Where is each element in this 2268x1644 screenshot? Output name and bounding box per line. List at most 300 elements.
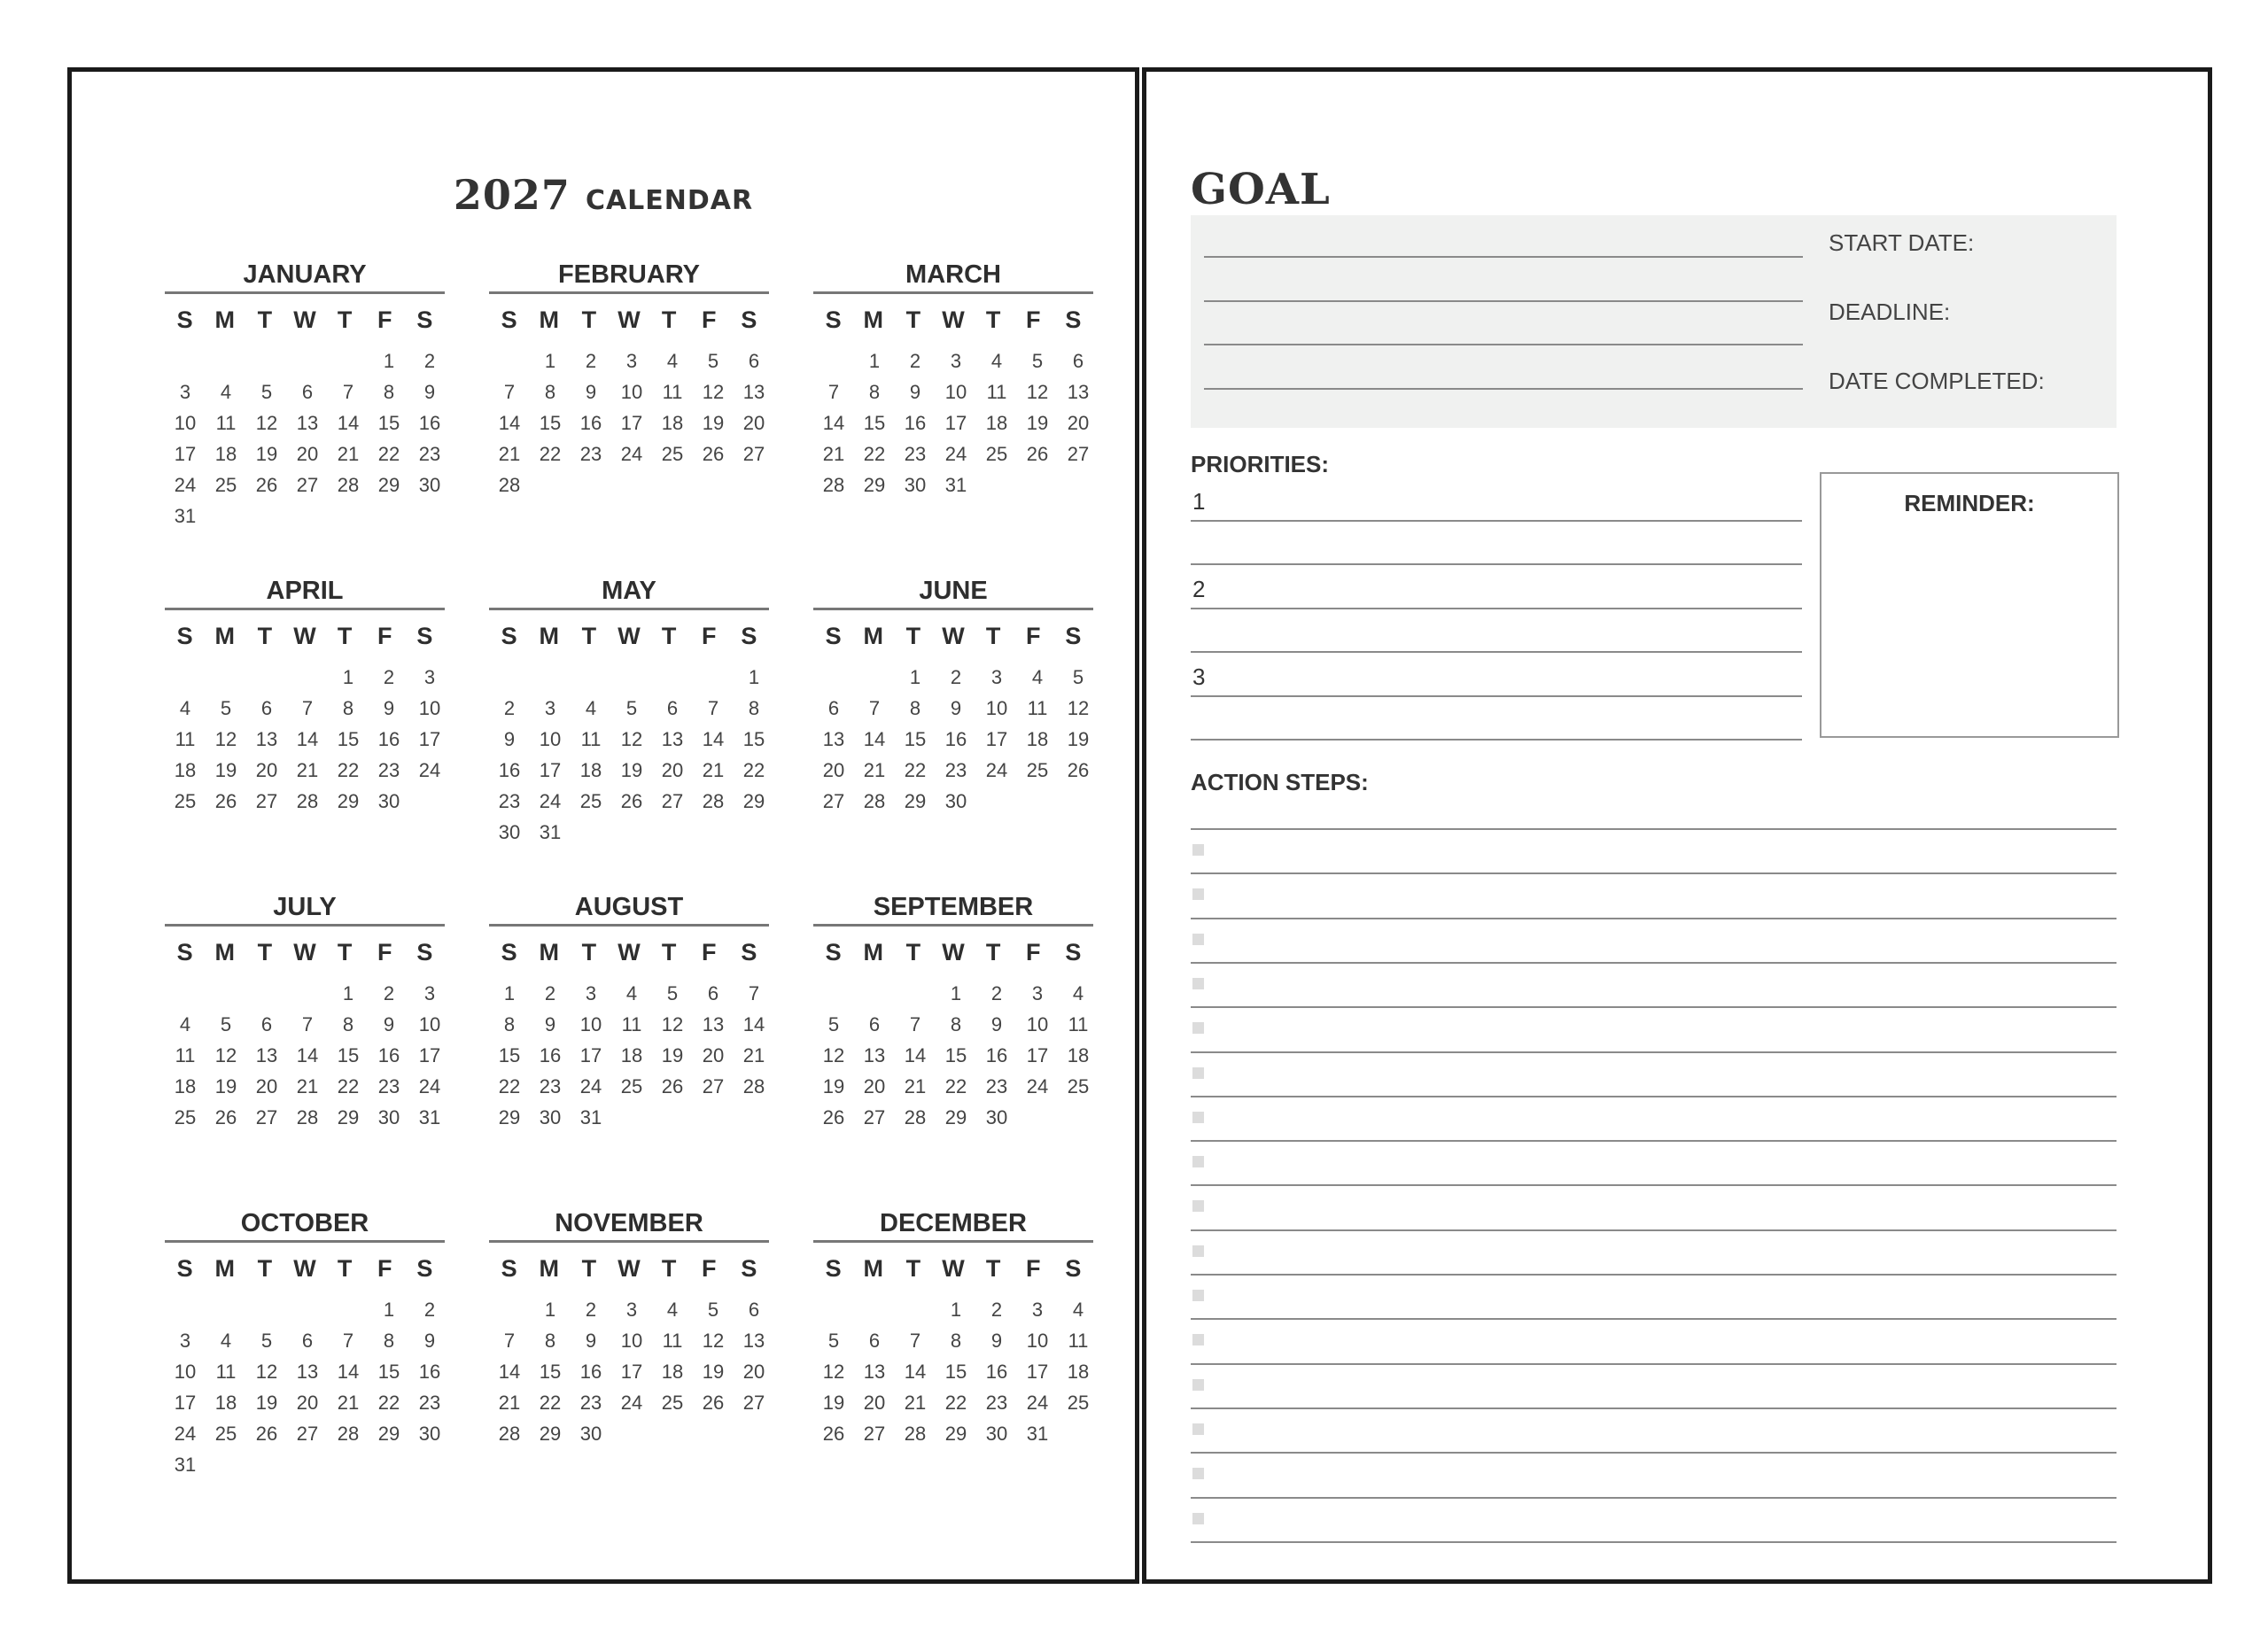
weekday-label: W bbox=[293, 938, 316, 965]
day-number: 4 bbox=[1031, 666, 1044, 688]
day-number: 19 bbox=[620, 759, 643, 781]
day-number: 7 bbox=[301, 697, 314, 719]
day-number: 8 bbox=[544, 381, 556, 403]
day-number: 26 bbox=[255, 474, 278, 496]
day-number: 5 bbox=[666, 982, 679, 1004]
day-number: 13 bbox=[863, 1361, 886, 1383]
day-number: 9 bbox=[544, 1013, 556, 1035]
action-step-line[interactable] bbox=[1191, 1140, 2117, 1142]
month-rule bbox=[813, 1240, 1093, 1243]
day-number: 23 bbox=[498, 790, 521, 812]
weekday-label: T bbox=[905, 938, 921, 965]
day-number: 3 bbox=[179, 1330, 191, 1352]
day-number: 16 bbox=[944, 728, 967, 750]
day-number: 17 bbox=[174, 1392, 197, 1414]
day-number: 26 bbox=[620, 790, 643, 812]
day-number: 5 bbox=[707, 350, 719, 372]
day-number: 13 bbox=[255, 1044, 278, 1066]
goal-box bbox=[1191, 215, 2117, 428]
day-number: 9 bbox=[909, 381, 921, 403]
day-number: 24 bbox=[620, 1392, 643, 1414]
day-number: 11 bbox=[662, 381, 683, 403]
day-number: 4 bbox=[220, 381, 232, 403]
action-step-line[interactable] bbox=[1191, 1229, 2117, 1231]
month-september bbox=[813, 890, 1093, 1133]
weekday-label: S bbox=[416, 306, 433, 333]
day-number: 28 bbox=[337, 1423, 360, 1445]
day-blank bbox=[287, 978, 328, 1009]
day-number: 25 bbox=[620, 1075, 643, 1097]
action-step-checkbox[interactable] bbox=[1192, 1334, 1204, 1345]
day-number: 4 bbox=[585, 697, 597, 719]
day-number: 7 bbox=[301, 1013, 314, 1035]
weekday-header bbox=[813, 299, 1093, 340]
day-number: 17 bbox=[579, 1044, 602, 1066]
weekday-label: M bbox=[863, 622, 883, 649]
weekday-label: W bbox=[293, 622, 316, 649]
priority-line[interactable] bbox=[1191, 739, 1802, 741]
day-number: 23 bbox=[985, 1075, 1008, 1097]
month-rule bbox=[489, 1240, 769, 1243]
month-rule bbox=[165, 1240, 445, 1243]
day-number: 1 bbox=[383, 350, 395, 372]
weekday-label: T bbox=[985, 938, 1001, 965]
day-number: 9 bbox=[503, 728, 516, 750]
day-number: 9 bbox=[383, 697, 395, 719]
goal-line[interactable] bbox=[1204, 300, 1803, 302]
day-number: 1 bbox=[383, 1299, 395, 1321]
day-number: 7 bbox=[342, 1330, 354, 1352]
day-number: 14 bbox=[904, 1361, 927, 1383]
day-number: 1 bbox=[909, 666, 921, 688]
day-number: 13 bbox=[742, 1330, 765, 1352]
day-number: 15 bbox=[337, 1044, 360, 1066]
month-june bbox=[813, 574, 1093, 817]
month-name: APRIL bbox=[266, 577, 344, 605]
day-number: 16 bbox=[418, 1361, 441, 1383]
weekday-label: M bbox=[539, 1254, 559, 1282]
action-step-checkbox[interactable] bbox=[1192, 1379, 1204, 1391]
weekday-label: S bbox=[501, 622, 517, 649]
action-step-checkbox[interactable] bbox=[1192, 1156, 1204, 1167]
month-name: NOVEMBER bbox=[555, 1209, 703, 1237]
day-number: 25 bbox=[579, 790, 602, 812]
weekday-label: T bbox=[905, 306, 921, 333]
day-number: 26 bbox=[214, 790, 237, 812]
day-number: 5 bbox=[260, 1330, 273, 1352]
weekday-header bbox=[813, 932, 1093, 973]
day-number: 23 bbox=[579, 1392, 602, 1414]
day-number: 7 bbox=[909, 1013, 921, 1035]
weekday-label: S bbox=[416, 938, 433, 965]
day-blank bbox=[854, 1294, 895, 1325]
day-number: 18 bbox=[174, 759, 197, 781]
reminder-box[interactable] bbox=[1820, 472, 2119, 738]
day-blank bbox=[895, 1294, 936, 1325]
day-number: 19 bbox=[214, 759, 237, 781]
day-number: 24 bbox=[620, 443, 643, 465]
day-number: 30 bbox=[579, 1423, 602, 1445]
day-number: 3 bbox=[179, 381, 191, 403]
weekday-label: T bbox=[581, 306, 597, 333]
action-step-checkbox[interactable] bbox=[1192, 1468, 1204, 1479]
action-step-line[interactable] bbox=[1191, 1318, 2117, 1320]
day-number: 13 bbox=[255, 728, 278, 750]
weekday-label: S bbox=[825, 622, 842, 649]
priority-line[interactable] bbox=[1191, 651, 1802, 653]
day-number: 16 bbox=[579, 412, 602, 434]
day-number: 22 bbox=[377, 1392, 400, 1414]
weekday-label: T bbox=[581, 938, 597, 965]
day-number: 10 bbox=[1026, 1013, 1049, 1035]
day-number: 2 bbox=[909, 350, 921, 372]
month-name: SEPTEMBER bbox=[873, 893, 1034, 921]
action-step-line[interactable] bbox=[1191, 1452, 2117, 1454]
day-number: 18 bbox=[579, 759, 602, 781]
goal-line[interactable] bbox=[1204, 256, 1803, 258]
day-number: 17 bbox=[1026, 1361, 1049, 1383]
day-number: 30 bbox=[377, 790, 400, 812]
day-number: 18 bbox=[174, 1075, 197, 1097]
day-number: 19 bbox=[822, 1392, 845, 1414]
weekday-label: W bbox=[293, 306, 316, 333]
day-grid bbox=[489, 662, 769, 848]
day-number: 14 bbox=[742, 1013, 765, 1035]
day-number: 18 bbox=[1067, 1361, 1090, 1383]
action-step-line[interactable] bbox=[1191, 1541, 2117, 1543]
day-number: 4 bbox=[990, 350, 1003, 372]
day-number: 16 bbox=[377, 1044, 400, 1066]
day-number: 31 bbox=[418, 1106, 441, 1128]
day-number: 12 bbox=[255, 412, 278, 434]
day-number: 2 bbox=[503, 697, 516, 719]
day-number: 15 bbox=[742, 728, 765, 750]
day-number: 11 bbox=[662, 1330, 683, 1352]
action-step-line[interactable] bbox=[1191, 872, 2117, 874]
goal-line[interactable] bbox=[1204, 344, 1803, 345]
day-number: 14 bbox=[296, 728, 319, 750]
day-number: 20 bbox=[255, 1075, 278, 1097]
action-step-line[interactable] bbox=[1191, 828, 2117, 830]
priority-line[interactable] bbox=[1191, 608, 1802, 609]
day-number: 2 bbox=[383, 666, 395, 688]
day-number: 20 bbox=[296, 443, 319, 465]
action-step-checkbox[interactable] bbox=[1192, 1245, 1204, 1257]
day-number: 26 bbox=[255, 1423, 278, 1445]
weekday-label: T bbox=[581, 622, 597, 649]
day-number: 20 bbox=[296, 1392, 319, 1414]
start-date-label: START DATE: bbox=[1829, 229, 1975, 256]
weekday-label: T bbox=[985, 1254, 1001, 1282]
day-number: 31 bbox=[579, 1106, 602, 1128]
day-grid bbox=[165, 345, 445, 531]
day-number: 11 bbox=[215, 1361, 237, 1383]
day-number: 14 bbox=[498, 1361, 521, 1383]
day-number: 8 bbox=[383, 1330, 395, 1352]
action-step-line[interactable] bbox=[1191, 918, 2117, 919]
weekday-label: S bbox=[741, 938, 757, 965]
weekday-label: F bbox=[377, 938, 392, 965]
day-number: 22 bbox=[498, 1075, 521, 1097]
action-step-checkbox[interactable] bbox=[1192, 1200, 1204, 1212]
day-blank bbox=[652, 662, 693, 693]
action-step-checkbox[interactable] bbox=[1192, 1423, 1204, 1435]
day-number: 19 bbox=[702, 412, 725, 434]
weekday-label: S bbox=[1065, 306, 1082, 333]
day-number: 21 bbox=[498, 443, 521, 465]
day-number: 29 bbox=[498, 1106, 521, 1128]
day-number: 3 bbox=[585, 982, 597, 1004]
day-number: 25 bbox=[661, 443, 684, 465]
day-number: 25 bbox=[1026, 759, 1049, 781]
day-number: 24 bbox=[1026, 1075, 1049, 1097]
action-step-checkbox[interactable] bbox=[1192, 934, 1204, 945]
day-number: 31 bbox=[174, 505, 197, 527]
day-number: 4 bbox=[220, 1330, 232, 1352]
day-number: 5 bbox=[707, 1299, 719, 1321]
weekday-header bbox=[813, 616, 1093, 656]
weekday-label: S bbox=[501, 306, 517, 333]
weekday-label: T bbox=[905, 1254, 921, 1282]
day-blank bbox=[813, 978, 854, 1009]
weekday-label: T bbox=[985, 622, 1001, 649]
day-number: 15 bbox=[377, 412, 400, 434]
priority-line[interactable] bbox=[1191, 520, 1802, 522]
month-august bbox=[489, 890, 769, 1133]
goal-line[interactable] bbox=[1204, 388, 1803, 390]
action-step-checkbox[interactable] bbox=[1192, 1067, 1204, 1079]
day-number: 11 bbox=[215, 412, 237, 434]
day-number: 11 bbox=[175, 728, 196, 750]
day-number: 29 bbox=[539, 1423, 562, 1445]
day-number: 1 bbox=[342, 666, 354, 688]
day-number: 27 bbox=[863, 1106, 886, 1128]
action-step-checkbox[interactable] bbox=[1192, 1022, 1204, 1034]
day-number: 15 bbox=[944, 1044, 967, 1066]
day-number: 19 bbox=[661, 1044, 684, 1066]
day-number: 4 bbox=[1072, 982, 1084, 1004]
day-number: 27 bbox=[702, 1075, 725, 1097]
day-blank bbox=[693, 662, 734, 693]
action-step-checkbox[interactable] bbox=[1192, 888, 1204, 900]
day-number: 15 bbox=[539, 1361, 562, 1383]
day-number: 30 bbox=[418, 474, 441, 496]
day-number: 18 bbox=[214, 443, 237, 465]
day-number: 26 bbox=[822, 1106, 845, 1128]
day-blank bbox=[287, 662, 328, 693]
day-number: 22 bbox=[904, 759, 927, 781]
day-blank bbox=[530, 662, 571, 693]
weekday-label: S bbox=[825, 938, 842, 965]
weekday-label: W bbox=[617, 622, 641, 649]
weekday-label: S bbox=[501, 1254, 517, 1282]
day-number: 3 bbox=[423, 982, 436, 1004]
day-number: 23 bbox=[579, 443, 602, 465]
day-number: 6 bbox=[748, 1299, 760, 1321]
month-november bbox=[489, 1206, 769, 1449]
day-grid bbox=[489, 1294, 769, 1449]
action-step-checkbox[interactable] bbox=[1192, 1513, 1204, 1524]
weekday-label: S bbox=[1065, 1254, 1082, 1282]
day-number: 18 bbox=[620, 1044, 643, 1066]
day-number: 21 bbox=[742, 1044, 765, 1066]
day-number: 5 bbox=[220, 1013, 232, 1035]
day-number: 24 bbox=[579, 1075, 602, 1097]
day-grid bbox=[813, 345, 1093, 500]
weekday-label: M bbox=[539, 306, 559, 333]
day-blank bbox=[287, 345, 328, 376]
day-number: 22 bbox=[944, 1075, 967, 1097]
day-number: 29 bbox=[377, 474, 400, 496]
day-number: 24 bbox=[1026, 1392, 1049, 1414]
weekday-label: S bbox=[825, 306, 842, 333]
day-number: 26 bbox=[661, 1075, 684, 1097]
action-step-line[interactable] bbox=[1191, 1363, 2117, 1365]
action-step-checkbox[interactable] bbox=[1192, 1112, 1204, 1123]
action-step-line[interactable] bbox=[1191, 1407, 2117, 1409]
day-number: 6 bbox=[301, 1330, 314, 1352]
day-blank bbox=[813, 1294, 854, 1325]
month-name: OCTOBER bbox=[240, 1209, 369, 1237]
day-number: 11 bbox=[1027, 697, 1048, 719]
day-number: 1 bbox=[544, 1299, 556, 1321]
day-blank bbox=[328, 1294, 369, 1325]
weekday-header bbox=[165, 932, 445, 973]
day-number: 29 bbox=[944, 1423, 967, 1445]
day-number: 11 bbox=[1068, 1013, 1089, 1035]
weekday-label: T bbox=[337, 306, 353, 333]
day-number: 26 bbox=[214, 1106, 237, 1128]
weekday-label: S bbox=[1065, 938, 1082, 965]
day-blank bbox=[287, 1294, 328, 1325]
weekday-label: F bbox=[1026, 306, 1041, 333]
day-number: 14 bbox=[702, 728, 725, 750]
day-number: 29 bbox=[337, 790, 360, 812]
day-number: 14 bbox=[904, 1044, 927, 1066]
day-number: 25 bbox=[661, 1392, 684, 1414]
day-blank bbox=[165, 662, 206, 693]
weekday-label: F bbox=[1026, 622, 1041, 649]
day-grid bbox=[813, 978, 1093, 1133]
day-number: 2 bbox=[423, 350, 436, 372]
weekday-label: T bbox=[337, 622, 353, 649]
day-grid bbox=[165, 1294, 445, 1480]
priority-line[interactable] bbox=[1191, 563, 1802, 565]
day-number: 24 bbox=[944, 443, 967, 465]
weekday-label: F bbox=[1026, 938, 1041, 965]
day-number: 17 bbox=[418, 1044, 441, 1066]
day-number: 28 bbox=[296, 790, 319, 812]
day-number: 9 bbox=[990, 1013, 1003, 1035]
day-number: 20 bbox=[863, 1075, 886, 1097]
weekday-label: T bbox=[581, 1254, 597, 1282]
day-number: 26 bbox=[822, 1423, 845, 1445]
day-number: 30 bbox=[418, 1423, 441, 1445]
month-december bbox=[813, 1206, 1093, 1449]
day-number: 10 bbox=[620, 1330, 643, 1352]
day-number: 12 bbox=[702, 381, 725, 403]
day-number: 15 bbox=[498, 1044, 521, 1066]
day-number: 22 bbox=[377, 443, 400, 465]
action-step-line[interactable] bbox=[1191, 1497, 2117, 1499]
day-number: 24 bbox=[539, 790, 562, 812]
day-number: 15 bbox=[863, 412, 886, 434]
action-step-line[interactable] bbox=[1191, 1006, 2117, 1008]
day-number: 23 bbox=[418, 1392, 441, 1414]
day-number: 8 bbox=[748, 697, 760, 719]
day-blank bbox=[246, 345, 287, 376]
day-number: 24 bbox=[174, 1423, 197, 1445]
month-name: JULY bbox=[273, 893, 337, 921]
priority-number: 1 bbox=[1192, 488, 1206, 515]
weekday-label: S bbox=[416, 622, 433, 649]
day-number: 19 bbox=[1067, 728, 1090, 750]
day-number: 18 bbox=[661, 1361, 684, 1383]
day-number: 18 bbox=[1026, 728, 1049, 750]
month-january bbox=[165, 258, 445, 531]
action-step-line[interactable] bbox=[1191, 962, 2117, 964]
day-number: 10 bbox=[174, 412, 197, 434]
day-blank bbox=[165, 978, 206, 1009]
day-number: 15 bbox=[944, 1361, 967, 1383]
weekday-label: T bbox=[661, 938, 677, 965]
priority-line[interactable] bbox=[1191, 695, 1802, 697]
action-step-line[interactable] bbox=[1191, 1096, 2117, 1097]
day-number: 30 bbox=[944, 790, 967, 812]
day-number: 29 bbox=[904, 790, 927, 812]
day-number: 22 bbox=[863, 443, 886, 465]
weekday-label: T bbox=[905, 622, 921, 649]
weekday-label: W bbox=[617, 1254, 641, 1282]
day-number: 15 bbox=[337, 728, 360, 750]
action-step-line[interactable] bbox=[1191, 1274, 2117, 1276]
day-number: 1 bbox=[748, 666, 760, 688]
action-step-checkbox[interactable] bbox=[1192, 978, 1204, 989]
day-blank bbox=[206, 1294, 246, 1325]
day-number: 12 bbox=[822, 1044, 845, 1066]
day-number: 8 bbox=[342, 697, 354, 719]
day-number: 2 bbox=[423, 1299, 436, 1321]
day-number: 31 bbox=[1026, 1423, 1049, 1445]
action-step-line[interactable] bbox=[1191, 1051, 2117, 1053]
day-number: 20 bbox=[255, 759, 278, 781]
calendar-title-year: 2027 bbox=[453, 171, 571, 219]
day-number: 12 bbox=[1067, 697, 1090, 719]
day-number: 3 bbox=[544, 697, 556, 719]
day-number: 3 bbox=[1031, 982, 1044, 1004]
day-number: 6 bbox=[301, 381, 314, 403]
weekday-label: M bbox=[539, 622, 559, 649]
weekday-label: W bbox=[942, 306, 965, 333]
day-number: 21 bbox=[296, 1075, 319, 1097]
day-number: 2 bbox=[990, 1299, 1003, 1321]
action-step-checkbox[interactable] bbox=[1192, 1290, 1204, 1301]
month-rule bbox=[489, 924, 769, 927]
day-number: 22 bbox=[539, 1392, 562, 1414]
weekday-label: F bbox=[702, 306, 717, 333]
day-number: 12 bbox=[1026, 381, 1049, 403]
day-number: 21 bbox=[702, 759, 725, 781]
day-number: 23 bbox=[377, 1075, 400, 1097]
day-number: 4 bbox=[666, 350, 679, 372]
action-step-line[interactable] bbox=[1191, 1184, 2117, 1186]
day-number: 15 bbox=[539, 412, 562, 434]
weekday-label: W bbox=[942, 1254, 965, 1282]
action-step-checkbox[interactable] bbox=[1192, 844, 1204, 856]
day-number: 1 bbox=[503, 982, 516, 1004]
priorities-label: PRIORITIES: bbox=[1191, 451, 1330, 477]
day-number: 6 bbox=[1072, 350, 1084, 372]
